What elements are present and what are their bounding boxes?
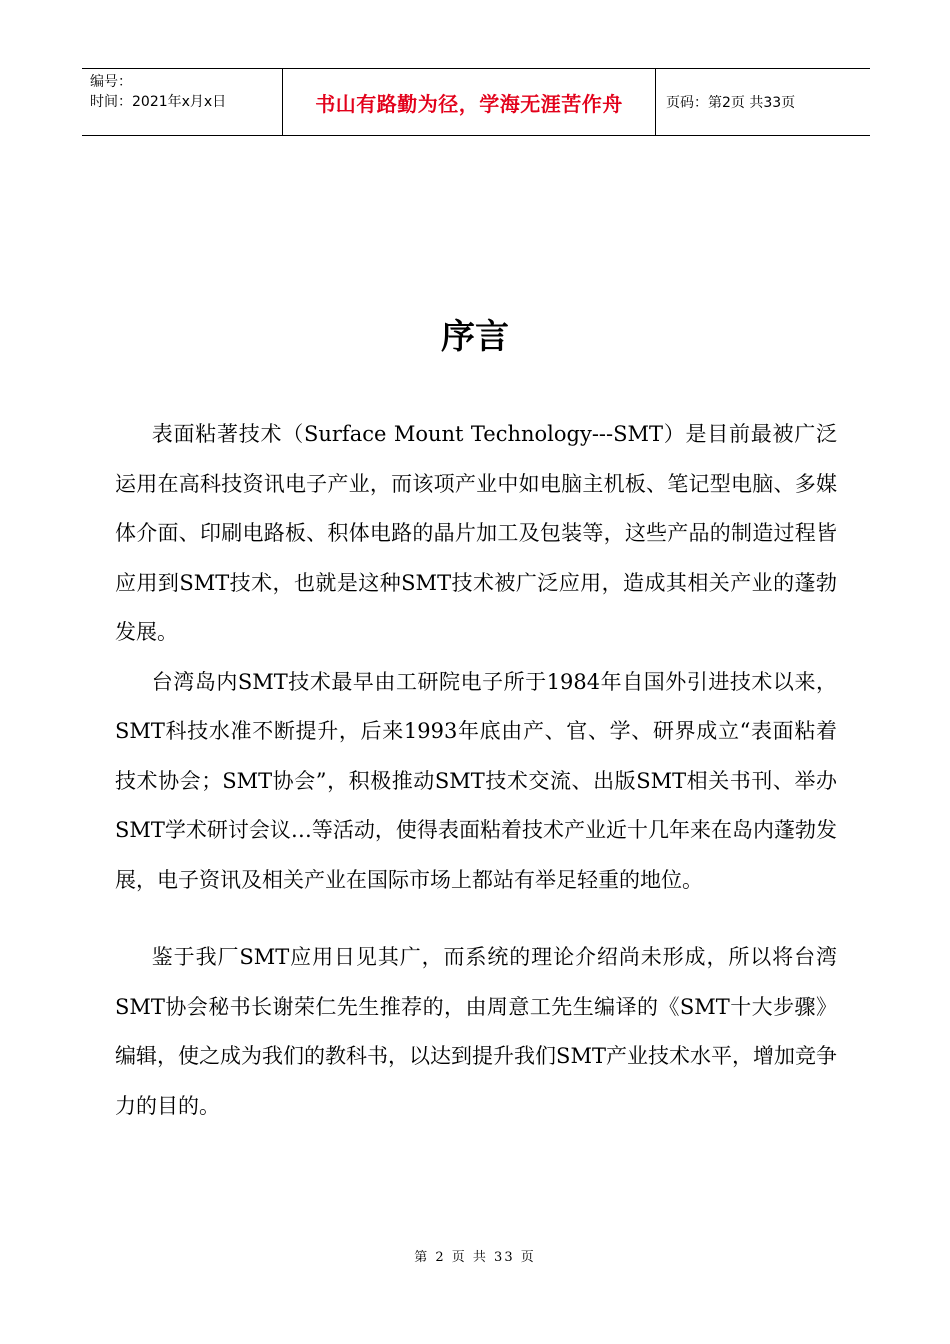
- serial-number-label: 编号：: [90, 74, 132, 90]
- header-meta: [82, 69, 282, 135]
- paragraph: 表面粘著技术（Surface Mount Technology---SMT）是目前最被广泛运用在高科技资讯电子产业，而该项产业中如电脑主机板、笔记型电脑、多媒体介面、印刷电路板、积体电路的晶片加工及包装等，这些产品的制造过程皆应用到SMT技术，也就是这种SMT技术被广泛应用，造成其相关产业的蓬勃发展。: [115, 422, 837, 644]
- date-label: 时间：2021年x月x日: [90, 94, 227, 110]
- header-page-info: 页码：第2页 共33页: [666, 95, 796, 111]
- document-body: [115, 410, 837, 1131]
- header-motto: 书山有路勤为径，学海无涯苦作舟: [282, 69, 656, 135]
- paragraph: 台湾岛内SMT技术最早由工研院电子所于1984年自国外引进技术以来，SMT科技水准不断提升，后来1993年底由产、官、学、研界成立“表面粘着技术协会；SMT协会”，积极推动SMT技术交流、出版SMT相关书刊、举办SMT学术研讨会议…等活动，使得表面粘着技术产业近十几年来在岛内蓬勃发展，电子资讯及相关产业在国际市场上都站有举足轻重的地位。: [115, 669, 837, 892]
- page-footer: 第 2 页 共 33 页: [414, 1250, 536, 1265]
- document-title: 序言: [441, 317, 509, 357]
- page-header: [82, 68, 870, 136]
- paragraph: 鉴于我厂SMT应用日见其广，而系统的理论介绍尚未形成，所以将台湾SMT协会秘书长谢荣仁先生推荐的，由周意工先生编译的《SMT十大步骤》编辑，使之成为我们的教科书，以达到提升我们SMT产业技术水平，增加竞争力的目的。: [115, 945, 837, 1118]
